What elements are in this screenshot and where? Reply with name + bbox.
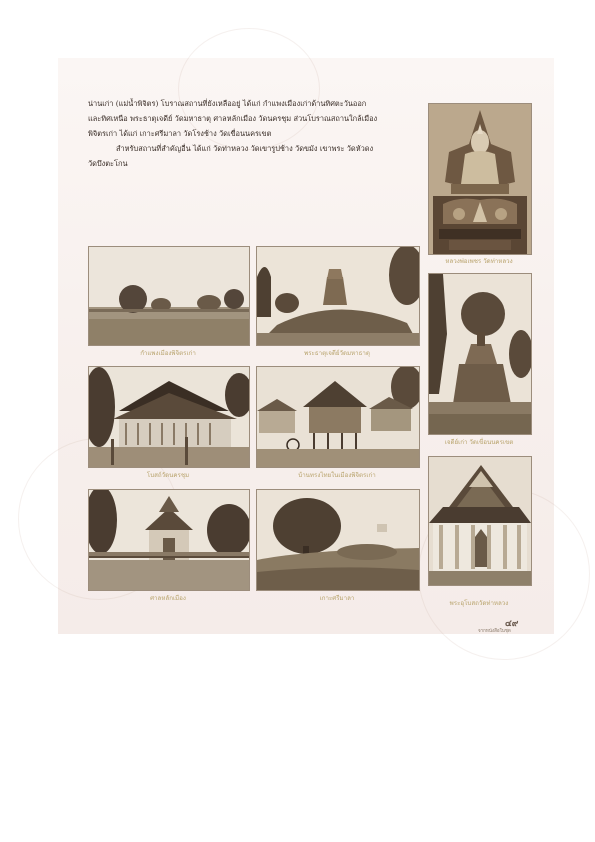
caption-island: เกาะศรีมาลา [319,595,355,602]
ruin-chedi-photo [428,273,532,435]
body-text [88,96,448,171]
caption-shrine: ศาลหลักเมือง [150,595,186,602]
stupa-photo [256,246,420,346]
caption-stupa: พระธาตุเจดีย์วัดมหาธาตุ [304,350,370,357]
temple-photo [428,456,532,586]
body-line: สำหรับสถานที่สำคัญอื่น ได้แก่ วัดท่าหลวง วัดเขารูปช้าง วัดขมัง เขาพระ วัดหัวดง [116,144,374,153]
island-photo [256,489,420,591]
caption-temple: พระอุโบสถวัดท่าหลวง [449,600,509,607]
body-line: วัดบึงตะโกน [88,159,128,168]
body-line: น่านเก่า (แม่น้ำพิจิตร) โบราณสถานที่ยังเหลืออยู่ ได้แก่ กำแพงเมืองเก่าด้านทิศตะวันออก [88,99,367,108]
caption-ruin-chedi: เจดีย์เก่า วัดเขื่อนนครเขต [444,439,514,446]
buddha-photo [428,103,532,255]
ubosot-photo [88,366,250,468]
book-page [58,58,554,634]
caption-city-wall: กำแพงเมืองพิจิตรเก่า [140,350,196,357]
shrine-photo [88,489,250,591]
body-line: พิจิตรเก่า ได้แก่ เกาะศรีมาลา วัดโรงช้าง วัดเขื่อนนครเขต [88,129,272,138]
page-number: ๔๙ [505,619,519,629]
caption-buddha: หลวงพ่อเพชร วัดท่าหลวง [445,258,513,265]
body-line: และทิศเหนือ พระธาตุเจดีย์ วัดมหาธาตุ ศาลหลักเมือง วัดนครชุม ส่วนโบราณสถานใกล้เมือง [88,114,378,123]
city-wall-photo [88,246,250,346]
page-note: จากหนังสือในชุด [478,629,511,634]
caption-ubosot: โบสถ์วัดนครชุม [146,472,190,479]
thai-house-photo [256,366,420,468]
caption-thai-house: บ้านทรงไทยในเมืองพิจิตรเก่า [298,472,376,479]
